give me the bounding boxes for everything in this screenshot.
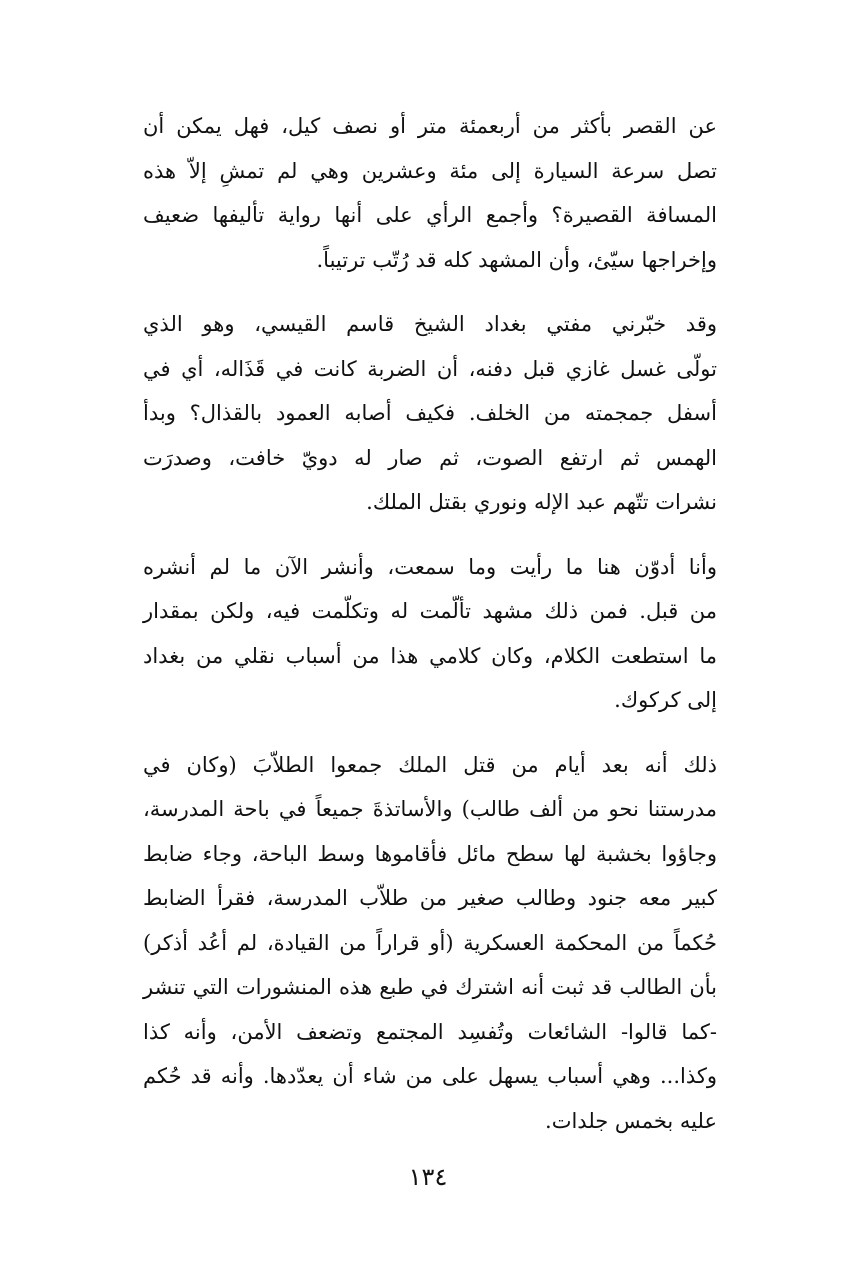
text-line: عليه بخمس جلدات. xyxy=(545,1108,717,1133)
text-line: عن القصر بأكثر من أربعمئة متر أو نصف كيل، فهل يمكن أن xyxy=(143,114,717,138)
text-line: مدرستنا نحو من ألف طالب) والأساتذةَ جميعاً في باحة المدرسة، xyxy=(143,797,717,821)
text-line: وأنا أدوّن هنا ما رأيت وما سمعت، وأنشر الآن ما لم أنشره xyxy=(143,554,717,579)
text-line: أسفل جمجمته من الخلف. فكيف أصابه العمود بالقذال؟ وبدأ xyxy=(143,401,717,425)
text-line: وكذا... وهي أسباب يسهل على من شاء أن يعدّدها. وأنه قد حُكم xyxy=(143,1064,717,1088)
text-line: -كما قالوا- الشائعات وتُفسِد المجتمع وتضعف الأمن، وأنه كذا xyxy=(143,1019,717,1044)
text-line: حُكماً من المحكمة العسكرية (أو قراراً من القيادة، لم أعُد أذكر) xyxy=(143,930,717,955)
text-line: وقد خبّرني مفتي بغداد الشيخ قاسم القيسي، وهو الذي xyxy=(143,312,717,336)
paragraph-4 xyxy=(143,743,717,1144)
paragraph-3 xyxy=(143,545,717,723)
text-line: إلى كركوك. xyxy=(614,688,717,712)
text-line: المسافة القصيرة؟ وأجمع الرأي على أنها رواية تأليفها ضعيف xyxy=(143,203,717,227)
page-number: ١٣٤ xyxy=(408,1163,448,1191)
text-line: بأن الطالب قد ثبت أنه اشترك في طبع هذه المنشورات التي تنشر xyxy=(143,975,717,999)
text-line: الهمس ثم ارتفع الصوت، ثم صار له دويّ خافت، وصدرَت xyxy=(143,445,717,470)
text-line: نشرات تتّهم عبد الإله ونوري بقتل الملك. xyxy=(366,490,717,514)
paragraph-2 xyxy=(143,302,717,525)
text-line: ذلك أنه بعد أيام من قتل الملك جمعوا الطلاّبَ (وكان في xyxy=(143,752,717,777)
paragraph-1 xyxy=(143,104,717,282)
text-line: من قبل. فمن ذلك مشهد تألّمت له وتكلّمت فيه، ولكن بمقدار xyxy=(143,599,717,623)
text-line: تصل سرعة السيارة إلى مئة وعشرين وهي لم تمشِ إلاّ هذه xyxy=(143,158,717,183)
text-line: تولّى غسل غازي قبل دفنه، أن الضربة كانت في قَذَاله، أي في xyxy=(143,356,717,381)
text-line: كبير معه جنود وطالب صغير من طلاّب المدرسة، فقرأ الضابط xyxy=(143,886,717,910)
text-line: وإخراجها سيّئ، وأن المشهد كله قد رُتّب ترتيباً. xyxy=(316,247,717,272)
text-line: ما استطعت الكلام، وكان كلامي هذا من أسباب نقلي من بغداد xyxy=(143,643,717,668)
page-body-text xyxy=(143,104,717,1163)
text-line: وجاؤوا بخشبة لها سطح مائل فأقاموها وسط الباحة، وجاء ضابط xyxy=(143,841,717,866)
